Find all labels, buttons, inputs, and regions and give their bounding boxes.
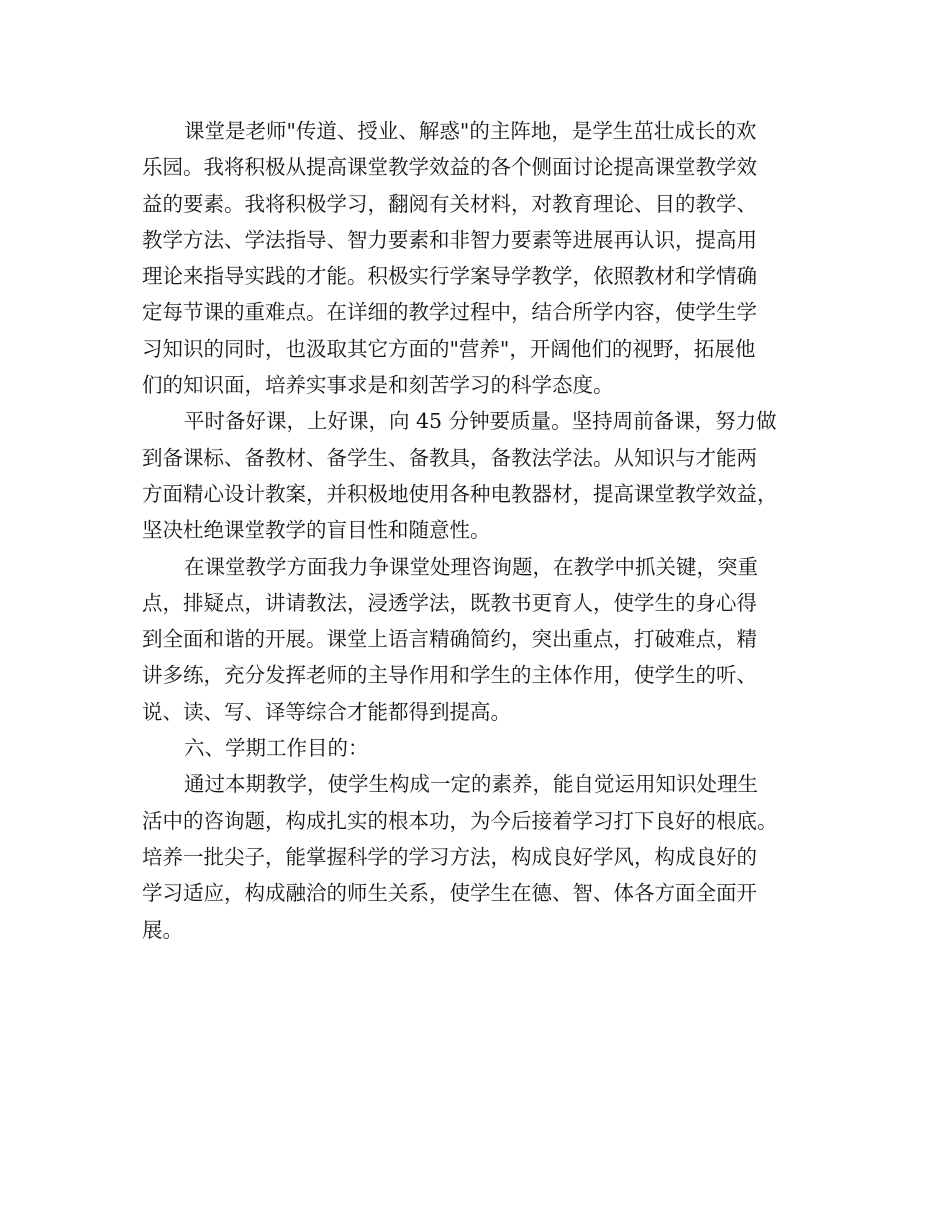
text-line: 们的知识面，培养实事求是和刻苦学习的科学态度。 [142,373,614,398]
text-line: 讲多练，充分发挥老师的主导作用和学生的主体作用，使学生的听、 [142,663,757,688]
text-line: 通过本期教学，使学生构成一定的素养，能自觉运用知识处理生 [184,772,758,797]
text-line: 说、读、写、译等综合才能都得到提高。 [142,699,511,724]
section-heading [142,730,832,766]
text-line: 理论来指导实践的才能。积极实行学案导学教学，依照教材和学情确 [142,264,757,289]
text-line: 益的要素。我将积极学习，翻阅有关材料，对教育理论、目的教学、 [142,191,757,216]
text-line: 课堂是老师"传道、授业、解惑"的主阵地，是学生茁壮成长的欢 [184,119,757,143]
text-line: 培养一批尖子，能掌握科学的学习方法，构成良好学风，构成良好的 [142,844,757,869]
text-line: 在课堂教学方面我力争课堂处理咨询题，在教学中抓关键，突重 [184,554,758,579]
text-line: 到备课标、备教材、备学生、备教具，备教法学法。从知识与才能两 [142,445,757,470]
paragraph-classroom [142,113,832,403]
text-line: 到全面和谐的开展。课堂上语言精确简约，突出重点，打破难点，精 [142,627,757,652]
paragraph-lesson-prep [142,403,832,548]
section-heading-text: 六、学期工作目的： [184,736,369,761]
text-line: 乐园。我将积极从提高课堂教学效益的各个侧面讨论提高课堂教学效 [142,155,757,180]
text-line: 方面精心设计教案，并积极地使用各种电教器材，提高课堂教学效益， [142,481,778,506]
text-line: 展。 [142,917,183,942]
text-line: 坚决杜绝课堂教学的盲目性和随意性。 [142,518,491,543]
paragraph-teaching [142,549,832,730]
text-line: 教学方法、学法指导、智力要素和非智力要素等进展再认识，提高用 [142,227,757,252]
paragraph-goals [142,766,832,947]
document-body [142,113,832,948]
text-line: 活中的咨询题，构成扎实的根本功，为今后接着学习打下良好的根底。 [142,808,778,833]
text-line: 平时备好课，上好课，向 45 分钟要质量。坚持周前备课，努力做 [184,409,777,434]
text-line: 学习适应，构成融洽的师生关系，使学生在德、智、体各方面全面开 [142,881,757,906]
text-line: 点，排疑点，讲请教法，浸透学法，既教书更育人，使学生的身心得 [142,590,757,615]
text-line: 习知识的同时，也汲取其它方面的"营养"，开阔他们的视野，拓展他 [142,336,756,361]
text-line: 定每节课的重难点。在详细的教学过程中，结合所学内容，使学生学 [142,300,757,325]
